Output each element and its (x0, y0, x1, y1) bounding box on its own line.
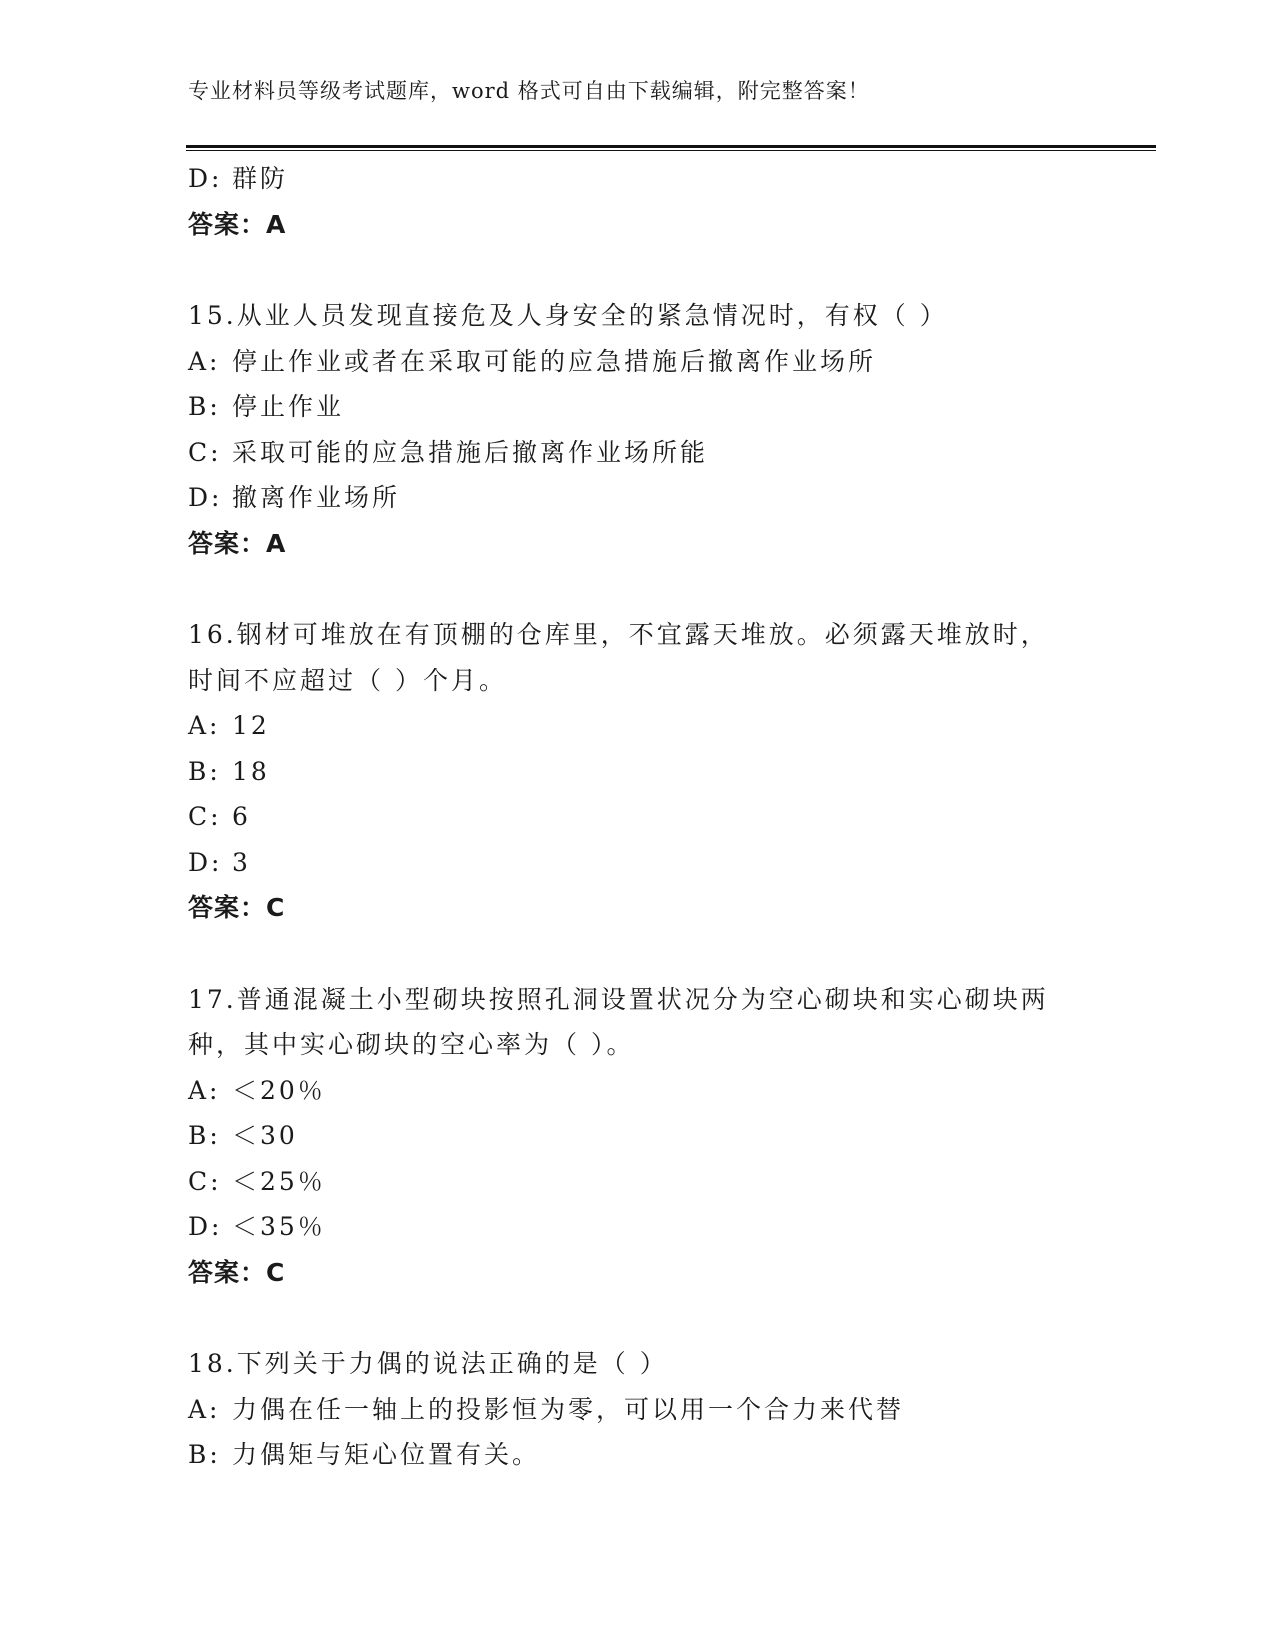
option-text: 力偶矩与矩心位置有关。 (232, 1440, 541, 1469)
option-text: ＜35％ (232, 1212, 326, 1241)
question-18 (188, 1341, 1088, 1478)
option-text: 力偶在任一轴上的投影恒为零，可以用一个合力来代替 (232, 1394, 905, 1424)
option-text: 采取可能的应急措施后撤离作业场所能 (232, 437, 709, 467)
header-rule-thin (186, 150, 1156, 151)
question-stem: 17.普通混凝土小型砌块按照孔洞设置状况分为空心砌块和实心砌块两 (188, 984, 1049, 1014)
option-line (188, 1159, 1088, 1205)
option-label: B: (188, 756, 221, 786)
spacer (188, 247, 1088, 293)
header-rule (186, 145, 1156, 152)
option-text: ＜20％ (232, 1075, 326, 1105)
answer-line: 答案：C (188, 1257, 286, 1287)
answer-line: 答案：A (188, 528, 287, 558)
option-label: B: (188, 1440, 221, 1469)
option-text: 群防 (232, 164, 289, 193)
option-label: C: (188, 1166, 222, 1196)
question-stem: 16.钢材可堆放在有顶棚的仓库里，不宜露天堆放。必须露天堆放时， (188, 620, 1049, 649)
question-17 (188, 977, 1088, 1296)
spacer (188, 1295, 1088, 1341)
option-line (188, 749, 1088, 795)
option-text: ＜25％ (232, 1166, 326, 1196)
option-line (188, 1432, 1088, 1478)
option-text: 3 (232, 847, 251, 877)
option-label: A: (188, 1394, 221, 1424)
option-label: A: (188, 711, 221, 740)
option-line (188, 1204, 1088, 1250)
option-line (188, 1387, 1088, 1433)
option-line (188, 430, 1088, 476)
option-text: 撤离作业场所 (232, 483, 401, 512)
question-15 (188, 293, 1088, 566)
option-label: A: (188, 1075, 221, 1105)
option-label: C: (188, 802, 222, 831)
option-text: 12 (232, 711, 270, 740)
option-text: 6 (232, 802, 251, 831)
option-label: B: (188, 392, 221, 421)
question-list (188, 156, 1088, 1478)
question-stem: 15.从业人员发现直接危及人身安全的紧急情况时，有权（ ） (188, 301, 948, 330)
question-16 (188, 612, 1088, 931)
option-line (188, 840, 1088, 886)
option-label: C: (188, 437, 222, 467)
question-stem-continued: 种，其中实心砌块的空心率为（ ）。 (188, 1030, 635, 1059)
question-stem-continued: 时间不应超过（ ）个月。 (188, 665, 507, 695)
option-line (188, 384, 1088, 430)
option-label: D: (188, 483, 223, 512)
option-line (188, 703, 1088, 749)
option-text: ＜30 (232, 1121, 298, 1150)
option-label: A: (188, 346, 221, 376)
option-text: 18 (232, 756, 270, 786)
option-line (188, 1113, 1088, 1159)
option-line (188, 475, 1088, 521)
answer-line: 答案：A (188, 209, 287, 239)
question-stem: 18.下列关于力偶的说法正确的是（ ） (188, 1349, 668, 1378)
option-line (188, 156, 1088, 202)
option-label: B: (188, 1121, 221, 1150)
spacer (188, 566, 1088, 612)
option-label: D: (188, 164, 223, 193)
spacer (188, 931, 1088, 977)
option-line (188, 339, 1088, 385)
answer-line: 答案：C (188, 893, 286, 922)
option-label: D: (188, 847, 223, 877)
option-text: 停止作业或者在采取可能的应急措施后撤离作业场所 (232, 346, 877, 376)
option-line (188, 794, 1088, 840)
option-line (188, 1068, 1088, 1114)
header-rule-thick (186, 145, 1156, 148)
option-label: D: (188, 1212, 223, 1241)
page-header: 专业材料员等级考试题库，word 格式可自由下载编辑，附完整答案！ (188, 79, 870, 103)
option-text: 停止作业 (232, 392, 345, 421)
